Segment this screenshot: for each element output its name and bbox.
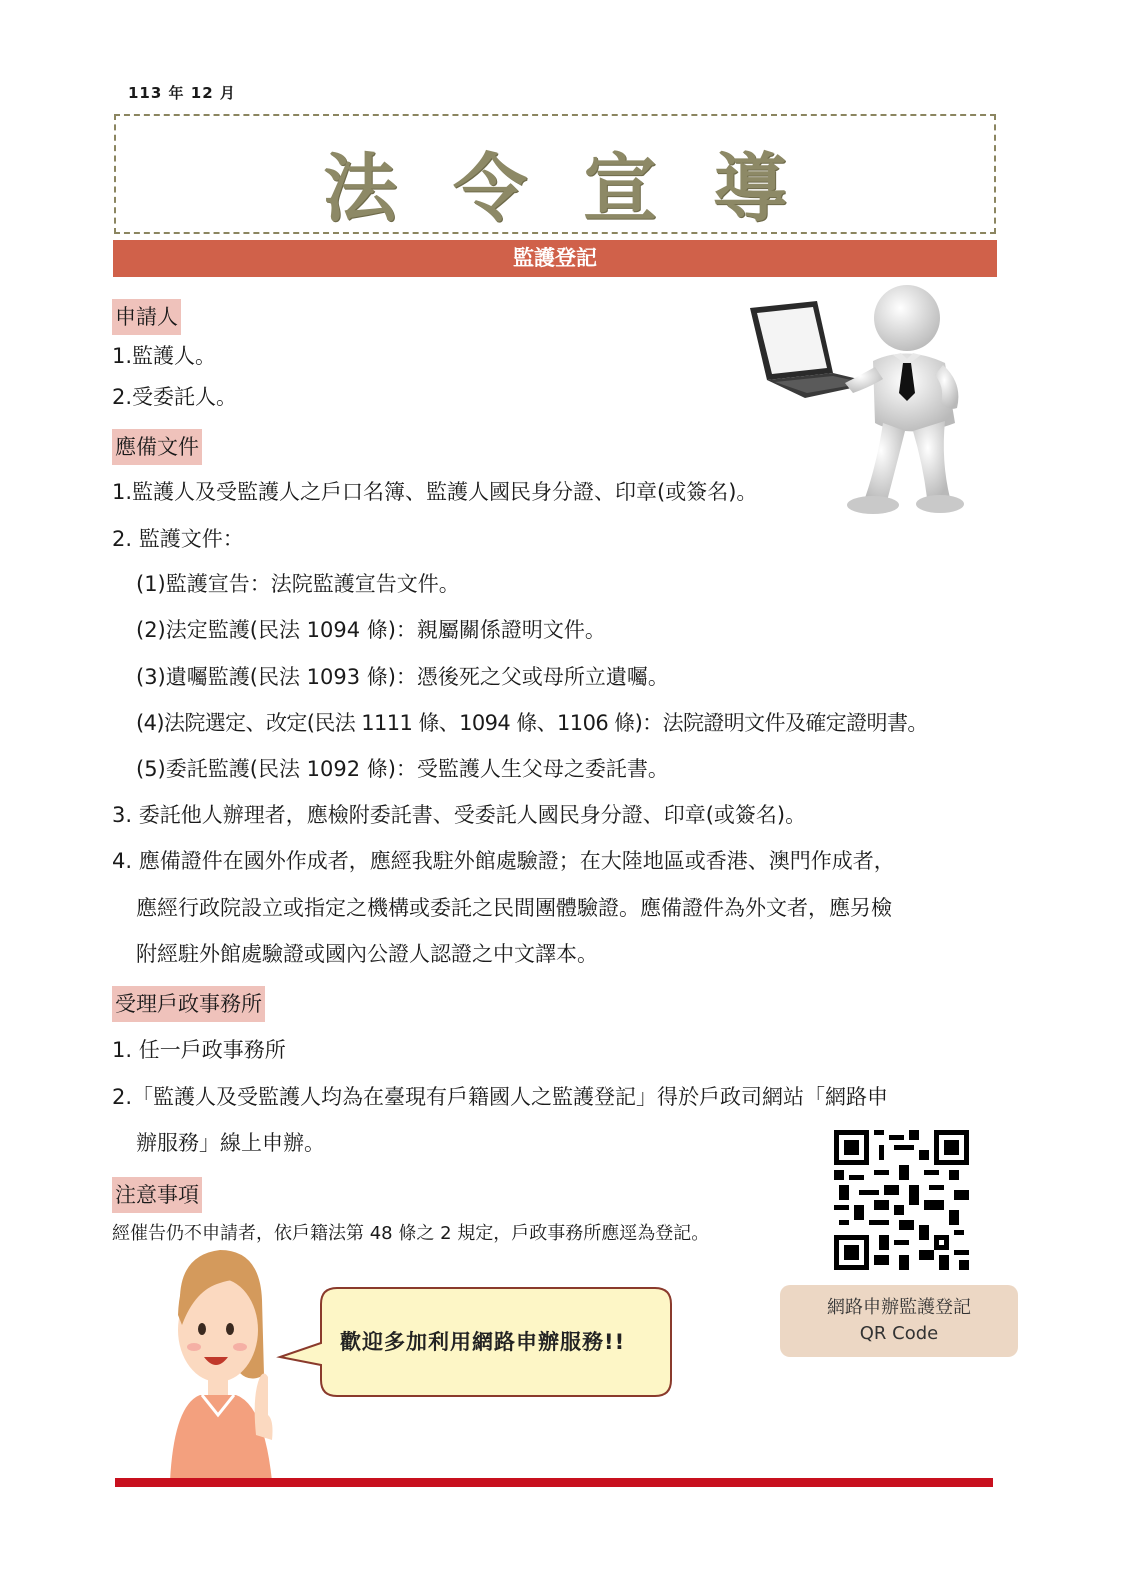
office-item: 2.「監護人及受監護人均為在臺現有戶籍國人之監護登記」得於戶政司網站「網路申 xyxy=(112,1085,889,1109)
applicant-item: 2.受委託人。 xyxy=(112,385,238,409)
woman-pointing-illustration xyxy=(160,1245,290,1481)
office-item-continued: 辦服務」線上申辦。 xyxy=(136,1131,325,1155)
section-label-notice: 注意事項 xyxy=(112,1177,202,1213)
speech-bubble-text: 歡迎多加利用網路申辦服務!! xyxy=(340,1330,626,1354)
section-label-documents: 應備文件 xyxy=(112,429,202,465)
applicant-item: 1.監護人。 xyxy=(112,344,217,368)
title-frame xyxy=(114,114,996,234)
qr-label-line1: 網路申辦監護登記 xyxy=(827,1297,971,1318)
topic-banner: 監護登記 xyxy=(113,240,997,277)
documents-item: 1.監護人及受監護人之戶口名簿、監護人國民身分證、印章(或簽名)。 xyxy=(112,480,758,504)
section-label-applicant: 申請人 xyxy=(112,299,181,335)
documents-subitem: (4)法院選定、改定(民法 1111 條、1094 條、1106 條)：法院證明文件及確定證明書。 xyxy=(136,711,928,735)
bottom-divider xyxy=(115,1478,993,1487)
notice-text: 經催告仍不申請者，依戶籍法第 48 條之 2 規定，戶政事務所應逕為登記。 xyxy=(112,1223,710,1244)
office-item: 1. 任一戶政事務所 xyxy=(112,1038,286,1062)
documents-item: 4. 應備證件在國外作成者，應經我駐外館處驗證；在大陸地區或香港、澳門作成者， xyxy=(112,849,895,873)
qr-code-label xyxy=(780,1285,1018,1357)
documents-subitem: (2)法定監護(民法 1094 條)：親屬關係證明文件。 xyxy=(136,618,606,642)
documents-item-continued: 附經駐外館處驗證或國內公證人認證之中文譯本。 xyxy=(136,942,598,966)
documents-item: 3. 委託他人辦理者，應檢附委託書、受委託人國民身分證、印章(或簽名)。 xyxy=(112,803,807,827)
page-title: 法令宣導 xyxy=(323,146,843,232)
documents-item: 2. 監護文件： xyxy=(112,527,244,551)
qr-label-line2: QR Code xyxy=(859,1323,939,1344)
figure-laptop-illustration xyxy=(745,283,970,518)
documents-item-continued: 應經行政院設立或指定之機構或委託之民間團體驗證。應備證件為外文者，應另檢 xyxy=(136,896,892,920)
documents-subitem: (1)監護宣告：法院監護宣告文件。 xyxy=(136,572,460,596)
issue-date: 113 年 12 月 xyxy=(128,84,236,102)
section-label-office: 受理戶政事務所 xyxy=(112,986,265,1022)
documents-subitem: (5)委託監護(民法 1092 條)：受監護人生父母之委託書。 xyxy=(136,757,669,781)
qr-code-image[interactable] xyxy=(834,1130,969,1270)
documents-subitem: (3)遺囑監護(民法 1093 條)：憑後死之父或母所立遺囑。 xyxy=(136,665,669,689)
